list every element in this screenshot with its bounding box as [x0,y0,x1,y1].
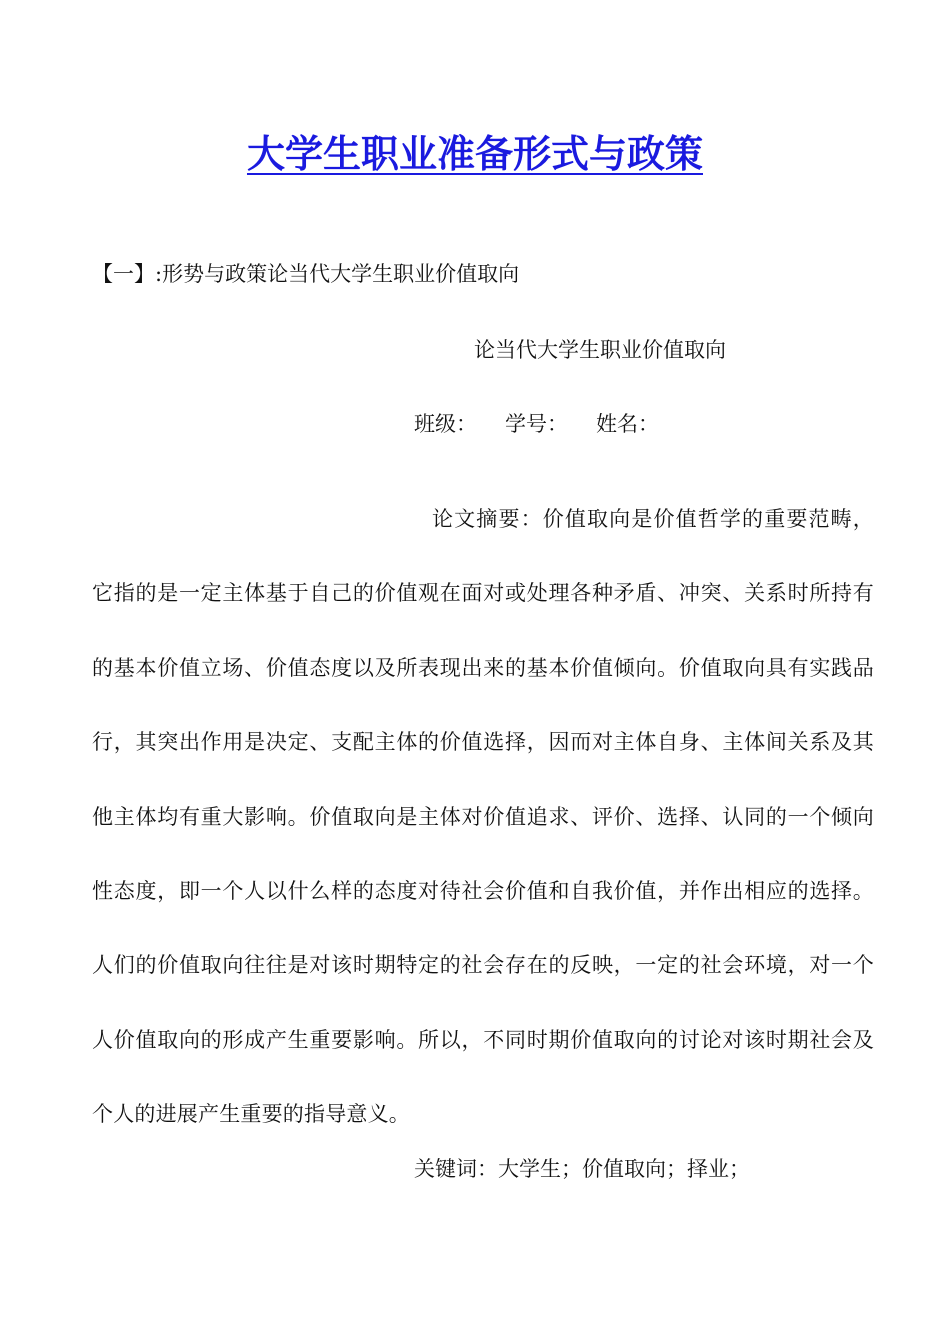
paper-title: 论当代大学生职业价值取向 [474,338,726,362]
section-heading: 【一】:形势与政策论当代大学生职业价值取向 [92,262,520,286]
document-title[interactable]: 大学生职业准备形式与政策 [246,131,703,176]
class-label: 班级： [414,412,477,436]
keywords-line: 关键词：大学生；价值取向；择业； [414,1157,750,1181]
student-id-label: 学号： [505,412,568,436]
abstract-paragraph: 论文摘要：价值取向是价值哲学的重要范畴，它指的是一定主体基于自己的价值观在面对或处理各种矛盾、冲突、关系时所持有的基本价值立场、价值态度以及所表现出来的基本价值倾向。价值取向具有实践品行，其突出作用是决定、支配主体的价值选择，因而对主体自身、主体间关系及其他主体均有重大影响。价值取向是主体对价值追求、评价、选择、认同的一个倾向性态度，即一个人以什么样的态度对待社会价值和自我价值，并作出相应的选择。人们的价值取向往往是对该时期特定的社会存在的反映，一定的社会环境，对一个人价值取向的形成产生重要影响。所以，不同时期价值取向的讨论对该时期社会及个人的进展产生重要的指导意义。 [92,507,874,1127]
name-label: 姓名： [596,412,659,436]
author-meta [414,409,659,439]
